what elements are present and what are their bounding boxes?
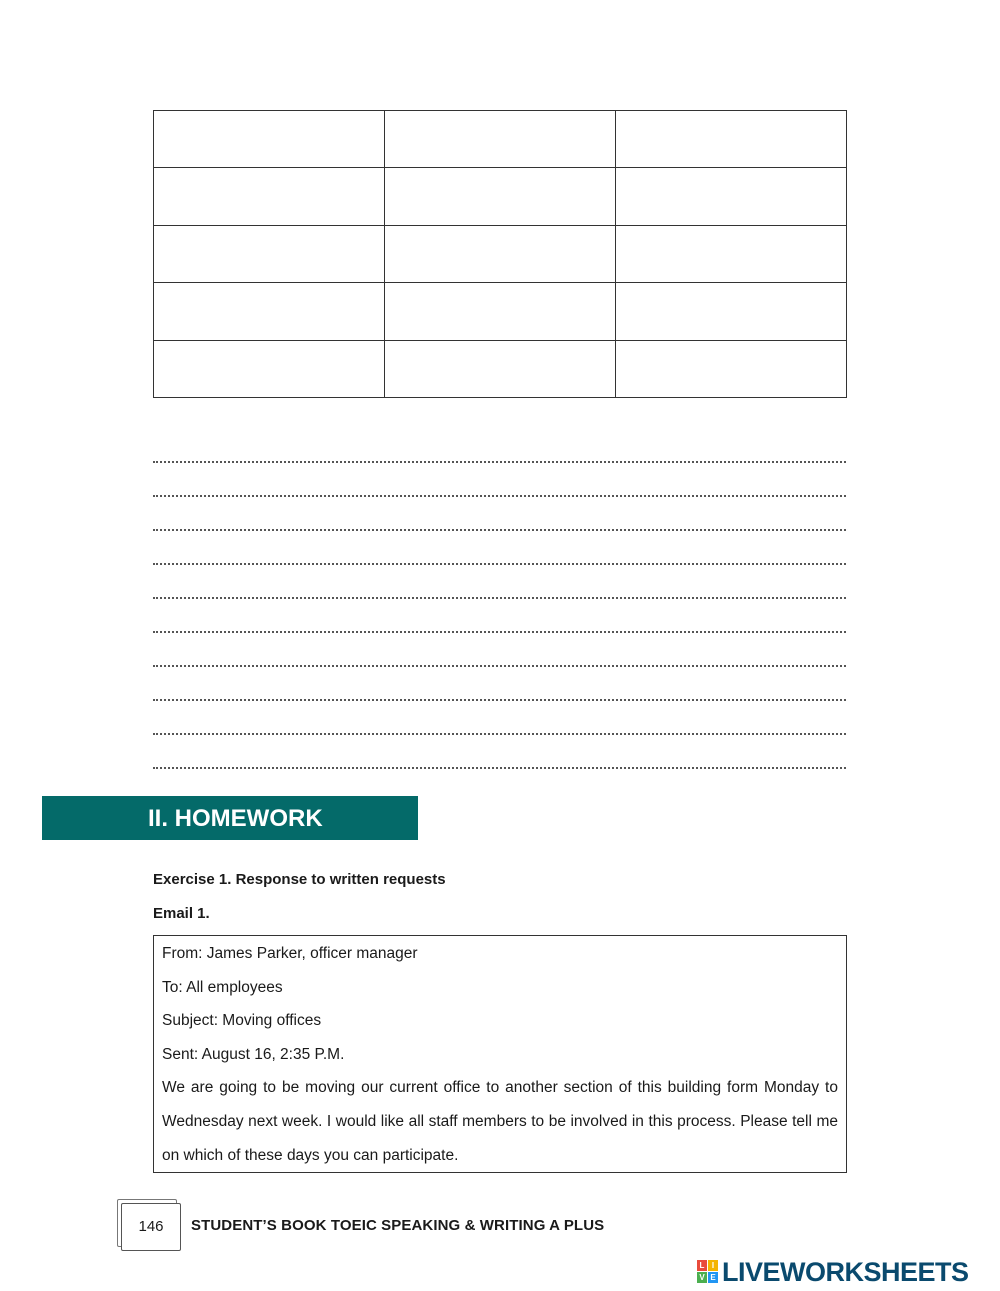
answer-table	[153, 110, 847, 398]
writing-lines[interactable]	[153, 449, 846, 769]
table-cell[interactable]	[154, 168, 385, 225]
table-cell[interactable]	[154, 283, 385, 340]
table-cell[interactable]	[616, 340, 847, 397]
table-cell[interactable]	[154, 111, 385, 168]
writing-line[interactable]	[153, 667, 846, 701]
table-cell[interactable]	[385, 225, 616, 282]
email-label: Email 1.	[153, 905, 210, 922]
writing-line[interactable]	[153, 701, 846, 735]
table-cell[interactable]	[154, 225, 385, 282]
table-cell[interactable]	[385, 340, 616, 397]
email-box	[153, 935, 847, 1173]
table-cell[interactable]	[154, 340, 385, 397]
email-body: We are going to be moving our current office to another section of this building form Monday to Wednesday next week. I would like all staff members to be involved in this process. Please tell me on which of these days you can participate.	[162, 1079, 838, 1164]
table-cell[interactable]	[616, 283, 847, 340]
section-banner	[42, 796, 418, 840]
table-cell[interactable]	[385, 111, 616, 168]
email-from: From: James Parker, officer manager	[162, 945, 418, 962]
liveworksheets-text: LIVEWORKSHEETS	[722, 1256, 969, 1287]
section-title: II. HOMEWORK	[148, 805, 323, 832]
table-row	[154, 225, 847, 282]
liveworksheets-logo	[697, 1258, 969, 1286]
writing-line[interactable]	[153, 531, 846, 565]
liveworksheets-icon: L I V E	[697, 1260, 719, 1284]
email-subject: Subject: Moving offices	[162, 1012, 322, 1030]
table-cell[interactable]	[385, 168, 616, 225]
table-cell[interactable]	[616, 225, 847, 282]
table-row	[154, 283, 847, 340]
writing-line[interactable]	[153, 449, 846, 463]
book-title: STUDENT’S BOOK TOEIC SPEAKING & WRITING A PLUS	[191, 1217, 605, 1234]
table-cell[interactable]	[616, 111, 847, 168]
writing-line[interactable]	[153, 633, 846, 667]
writing-line[interactable]	[153, 463, 846, 497]
table-row	[154, 340, 847, 397]
writing-line[interactable]	[153, 735, 846, 769]
table-cell[interactable]	[616, 168, 847, 225]
writing-line[interactable]	[153, 599, 846, 633]
email-sent: Sent: August 16, 2:35 P.M.	[162, 1045, 345, 1063]
writing-line[interactable]	[153, 565, 846, 599]
exercise-title: Exercise 1. Response to written requests	[153, 871, 446, 888]
writing-line[interactable]	[153, 497, 846, 531]
page-number: 146	[121, 1203, 181, 1251]
table-row	[154, 111, 847, 168]
table-cell[interactable]	[385, 283, 616, 340]
table-row	[154, 168, 847, 225]
email-to: To: All employees	[162, 978, 283, 996]
